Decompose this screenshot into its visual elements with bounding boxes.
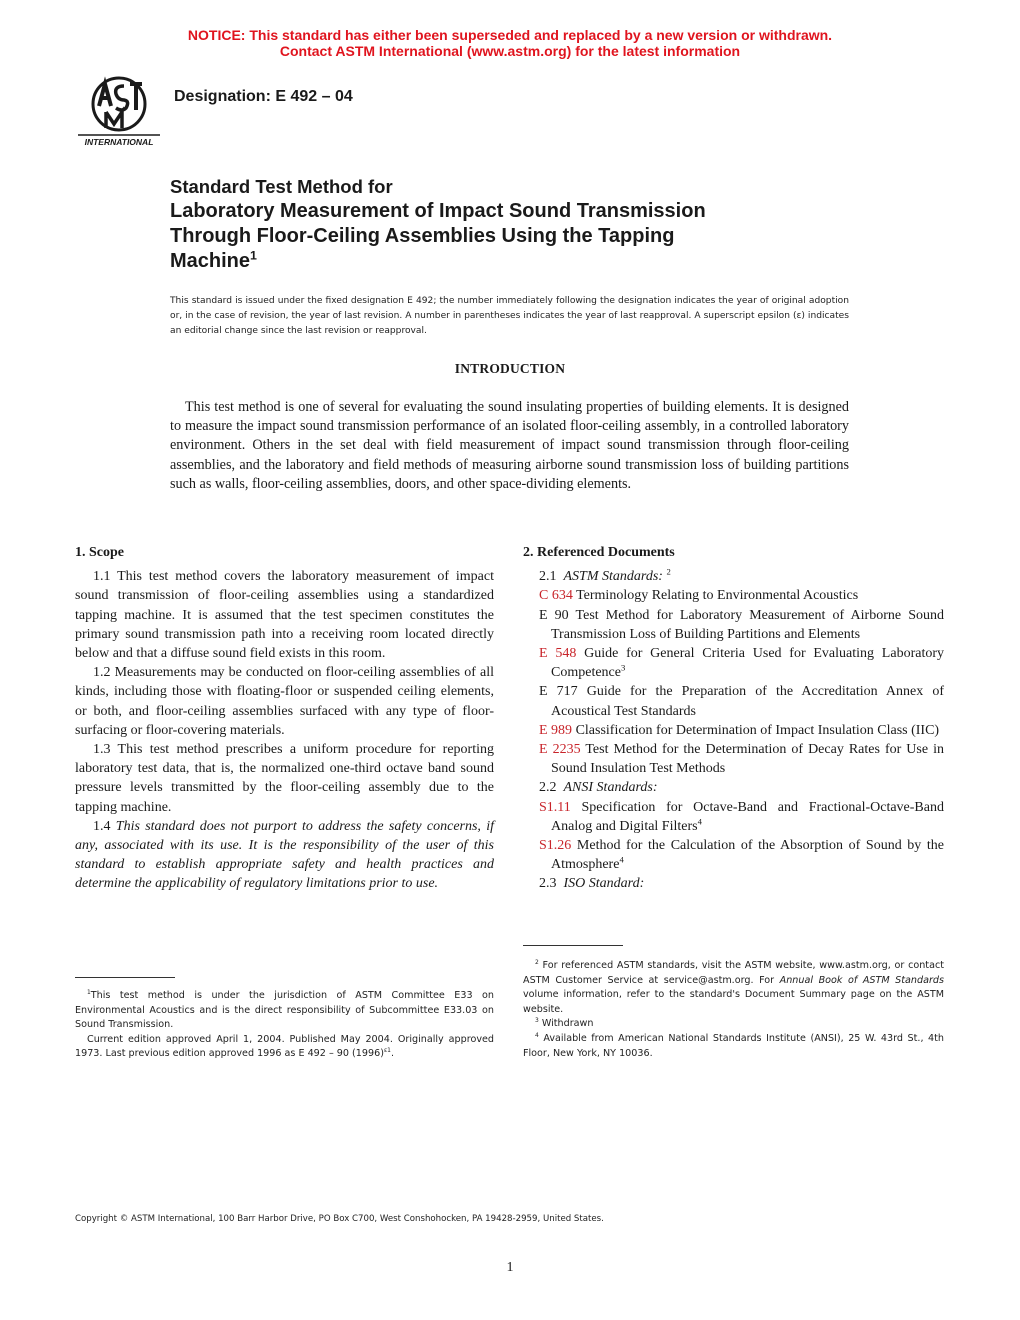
copyright-line: Copyright © ASTM International, 100 Barr Harbor Drive, PO Box C700, West Conshohocken, PA 19428-2959, United States. [75, 1214, 604, 1224]
footnote-3 [523, 1017, 944, 1032]
reference-code-link[interactable]: E 989 [539, 722, 573, 738]
footnote-4-text: Available from American National Standards Institute (ANSI), 25 W. 43rd St., 4th Floor, New York, NY 10036. [523, 1032, 944, 1059]
reference-code-link[interactable]: S1.26 [539, 838, 572, 854]
footnote-4-mark: 4 [535, 1031, 539, 1039]
footnote-2 [523, 959, 944, 1017]
reference-title: Guide for the Preparation of the Accreditation Annex of Acoustical Test Standards [551, 684, 944, 719]
introduction-heading: INTRODUCTION [454, 361, 566, 376]
scope-p4-text: This standard does not purport to address the safety concerns, if any, associated with its use. It is the responsibility of the user of this standard to establish appropriate safety and health practices and determine the applicability of regulatory limitations prior to use. [75, 818, 494, 892]
astm-standards-subheading [523, 567, 944, 586]
logo-text: INTERNATIONAL [84, 137, 154, 147]
astm-logo [76, 70, 162, 150]
reference-title: Test Method for the Determination of Decay Rates for Use in Sound Insulation Test Methods [551, 742, 944, 777]
reference-title: Specification for Octave-Band and Fractional-Octave-Band Analog and Digital Filters [551, 799, 944, 834]
reference-code-link[interactable]: C 634 [539, 588, 573, 604]
ansi-subheading-number: 2.2 [539, 780, 557, 796]
reference-title: Guide for General Criteria Used for Evaluating Laboratory Competence [551, 646, 944, 681]
referenced-documents-column [523, 543, 944, 894]
reference-item [523, 740, 944, 778]
iso-subheading-number: 2.3 [539, 876, 557, 892]
scope-paragraph-2: 1.2 Measurements may be conducted on floor-ceiling assemblies of all kinds, including those with floating-floor or suspended ceiling elements, or both, and floor-ceiling assemblies surfaced with any type of floor-surfacing or floor-covering materials. [75, 665, 494, 738]
footnote-2-text-a: For referenced ASTM standards, visit the ASTM website, www.astm.org, or contact ASTM Customer Service at service@astm.org. For [523, 960, 944, 986]
ansi-subheading-label: ANSI Standards: [563, 780, 658, 796]
reference-title: Test Method for Laboratory Measurement of Airborne Sound Transmission Loss of Building Partitions and Elements [551, 607, 944, 642]
notice-line-1: NOTICE: This standard has either been superseded and replaced by a new version or withdrawn. [187, 27, 833, 43]
astm-logo-icon [76, 70, 162, 150]
referenced-documents-heading: 2. Referenced Documents [523, 545, 675, 560]
reference-item [523, 606, 944, 644]
footnote-1-text: This test method is under the jurisdiction of ASTM Committee E33 on Environmental Acoustics and is the direct responsibility of Subcommittee E33.03 on Sound Transmission. [75, 990, 494, 1031]
title-line-3-text: Machine [170, 250, 251, 272]
document-title [170, 175, 870, 274]
footnotes-right [523, 959, 944, 1061]
scope-paragraph-1: 1.1 This test method covers the laboratory measurement of impact sound transmission of floor-ceiling assemblies using a standardized tapping machine. It is assumed that the test specimen constitutes the primary sound transmission path into a receiving room located directly below and that a diffuse sound field exists in this room. [75, 569, 494, 662]
footnote-1-period: . [390, 1048, 395, 1060]
designation: Designation: E 492 – 04 [174, 88, 353, 105]
reference-item [523, 798, 944, 836]
footnote-1 [75, 989, 494, 1033]
iso-standard-subheading [523, 874, 944, 893]
scope-paragraph-3: 1.3 This test method prescribes a uniform procedure for reporting laboratory test data, that is, the normalized one-third octave band sound pressure levels transmitted by the floor-ceiling assembly due to the tapping machine. [75, 742, 494, 815]
title-line-2: Through Floor-Ceiling Assemblies Using the Tapping [170, 225, 675, 247]
footnote-1-edition [75, 1033, 494, 1062]
reference-item [523, 682, 944, 720]
introduction-body: This test method is one of several for evaluating the sound insulating properties of building elements. It is designed to measure the impact sound transmission performance of an isolated floor-ceiling assembly, in a controlled laboratory environment. Others in the set deal with field measurement of impact sound transmission through floor-ceiling assemblies, and the laboratory and field methods of measuring airborne sound transmission loss of building partitions such as walls, floor-ceiling assemblies, doors, and other space-dividing elements. [170, 399, 849, 492]
title-line-1: Laboratory Measurement of Impact Sound Transmission [170, 200, 706, 222]
footnote-2-mark: 2 [535, 958, 539, 966]
scope-paragraph-4 [75, 817, 494, 894]
withdrawal-notice [0, 27, 1020, 59]
footnote-1-epsilon: ε1 [383, 1047, 391, 1055]
astm-subheading-footnote: 2 [666, 566, 671, 577]
title-prefix: Standard Test Method for [170, 176, 393, 197]
reference-code: E 717 [539, 684, 578, 700]
scope-heading: 1. Scope [75, 545, 124, 560]
title-line-3 [170, 249, 870, 274]
footnote-3-text: Withdrawn [541, 1018, 594, 1030]
astm-subheading-label: ASTM Standards: [563, 569, 663, 585]
footnote-divider [523, 945, 623, 946]
reference-title: Classification for Determination of Impact Insulation Class (IIC) [575, 722, 940, 738]
scope-column [75, 543, 494, 894]
scope-p4-number: 1.4 [93, 818, 111, 834]
footnote-3-mark: 3 [535, 1017, 539, 1025]
reference-code-link[interactable]: E 548 [539, 646, 577, 662]
footnotes-left [75, 989, 494, 1062]
notice-line-2: Contact ASTM International (www.astm.org) for the latest information [279, 43, 741, 59]
astm-subheading-number: 2.1 [539, 569, 557, 585]
footnote-1-mark: 1 [87, 988, 91, 996]
reference-footnote-mark: 4 [697, 816, 702, 827]
ansi-standards-subheading [523, 778, 944, 797]
reference-title: Method for the Calculation of the Absorption of Sound by the Atmosphere [551, 838, 945, 873]
reference-item [523, 836, 944, 874]
footnote-2-book-title: Annual Book of ASTM Standards [779, 974, 944, 986]
issued-note: This standard is issued under the fixed designation E 492; the number immediately following the designation indicates the year of original adoption or, in the case of revision, the year of last revision. A number in parentheses indicates the year of last reapproval. A superscript epsilon (ε) indicates an editorial change since the last revision or reapproval. [170, 296, 849, 336]
reference-footnote-mark: 4 [619, 854, 624, 865]
reference-item [523, 586, 944, 605]
reference-title: Terminology Relating to Environmental Acoustics [576, 588, 859, 604]
reference-code: E 90 [539, 607, 569, 623]
footnote-divider [75, 977, 175, 978]
page-number: 1 [506, 1260, 514, 1275]
reference-code-link[interactable]: E 2235 [539, 742, 581, 758]
footnote-1-edition-text: Current edition approved April 1, 2004. Published May 2004. Originally approved 1973. Last previous edition approved 1996 as E 492 – 90 (1996) [75, 1033, 494, 1060]
footnote-4 [523, 1032, 944, 1061]
title-footnote-mark: 1 [250, 248, 257, 263]
iso-subheading-label: ISO Standard: [563, 876, 645, 892]
reference-item [523, 721, 944, 740]
reference-item [523, 644, 944, 682]
reference-footnote-mark: 3 [620, 662, 626, 673]
reference-code-link[interactable]: S1.11 [539, 799, 571, 815]
footnote-2-text-b: volume information, refer to the standard's Document Summary page on the ASTM website. [523, 989, 944, 1015]
